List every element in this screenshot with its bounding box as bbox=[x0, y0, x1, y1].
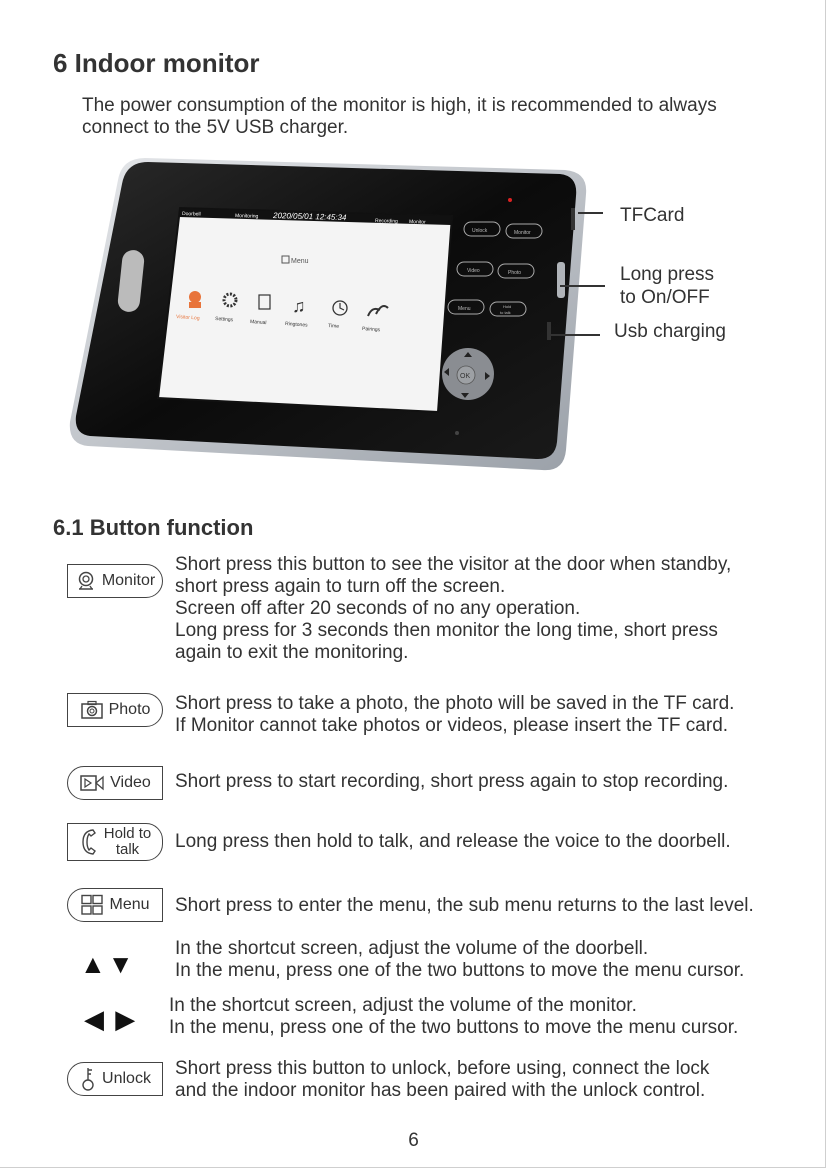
video-icon bbox=[79, 774, 105, 792]
device-video-label: Video bbox=[467, 268, 480, 274]
photo-description bbox=[175, 693, 805, 737]
left-right-description bbox=[169, 995, 799, 1039]
menu-grid-icon bbox=[80, 894, 104, 916]
usb-callout: Usb charging bbox=[614, 321, 726, 342]
dpad-ok-label: OK bbox=[460, 373, 471, 380]
indoor-monitor-illustration bbox=[60, 150, 600, 480]
monitor-icon bbox=[75, 570, 97, 592]
up-down-desc-line-1: In the shortcut screen, adjust the volume of the doorbell. bbox=[175, 938, 649, 959]
phone-handset-icon bbox=[79, 827, 99, 857]
video-desc-line-1: Short press to start recording, short press again to stop recording. bbox=[175, 771, 729, 792]
device-hold-label: Hold bbox=[503, 304, 512, 309]
tfcard-leader bbox=[578, 212, 603, 214]
unlock-description bbox=[175, 1058, 805, 1102]
monitor-desc-line-2: short press again to turn off the screen. bbox=[175, 576, 506, 597]
device-monitor-label: Monitor bbox=[514, 230, 531, 236]
video-description bbox=[175, 771, 805, 793]
photo-button-label: Photo bbox=[108, 701, 151, 718]
monitor-desc-line-1: Short press this button to see the visitor at the door when standby, bbox=[175, 554, 732, 575]
key-icon bbox=[79, 1066, 97, 1092]
tfcard-callout: TFCard bbox=[620, 205, 685, 226]
monitor-button-label: Monitor bbox=[101, 572, 156, 589]
status-datetime: 2020/05/01 12:45:34 bbox=[272, 211, 347, 223]
up-down-desc-line-2: In the menu, press one of the two buttons to move the menu cursor. bbox=[175, 960, 745, 981]
hold-to-talk-label-line-1: Hold to bbox=[103, 825, 152, 842]
device-to-talk-label: to talk bbox=[500, 310, 511, 315]
intro-line-1: The power consumption of the monitor is high, it is recommended to always bbox=[82, 95, 717, 116]
monitor-description bbox=[175, 554, 805, 664]
menu-button-graphic bbox=[67, 888, 163, 922]
device-menu-label: Menu bbox=[458, 306, 471, 312]
button-function-title: 6.1 Button function bbox=[53, 515, 254, 540]
menu-item-settings: Settings bbox=[214, 316, 234, 324]
menu-item-ringtones: Ringtones bbox=[284, 321, 308, 329]
hold-to-talk-label-line-2: talk bbox=[115, 841, 140, 858]
left-right-desc-line-1: In the shortcut screen, adjust the volume of the monitor. bbox=[169, 995, 637, 1016]
hold-to-talk-button-graphic bbox=[67, 823, 163, 861]
menu-item-time: Time bbox=[327, 323, 340, 330]
photo-button-graphic bbox=[67, 693, 163, 727]
monitor-button-graphic bbox=[67, 564, 163, 598]
section-title: 6 Indoor monitor bbox=[53, 48, 260, 78]
monitor-desc-line-3: Screen off after 20 seconds of no any operation. bbox=[175, 598, 581, 619]
monitor-desc-line-4: Long press for 3 seconds then monitor the long time, short press bbox=[175, 620, 718, 641]
photo-desc-line-2: If Monitor cannot take photos or videos, please insert the TF card. bbox=[175, 715, 729, 736]
hold-to-talk-description bbox=[175, 831, 805, 853]
status-doorbell: Doorbell bbox=[181, 211, 201, 218]
menu-item-visitor-log: Visitor Log bbox=[175, 314, 200, 322]
monitor-desc-line-5: again to exit the monitoring. bbox=[175, 642, 409, 663]
unlock-button-graphic bbox=[67, 1062, 163, 1096]
menu-description bbox=[175, 895, 805, 917]
ringtones-icon: ♫ bbox=[292, 296, 306, 316]
power-callout-line-1: Long press bbox=[620, 264, 715, 285]
page-number: 6 bbox=[408, 1130, 419, 1151]
intro-text bbox=[82, 95, 782, 139]
photo-desc-line-1: Short press to take a photo, the photo will be saved in the TF card. bbox=[175, 693, 735, 714]
status-recording: Recording bbox=[374, 218, 398, 225]
menu-item-manual: Manual bbox=[249, 319, 267, 327]
camera-icon bbox=[80, 700, 104, 720]
visitor-log-icon bbox=[189, 291, 201, 303]
left-right-arrows-icon: ◀ ▶ bbox=[84, 1004, 138, 1034]
power-leader bbox=[560, 285, 605, 287]
left-right-desc-line-2: In the menu, press one of the two buttons to move the menu cursor. bbox=[169, 1017, 739, 1038]
device-unlock-label: Unlock bbox=[472, 228, 488, 234]
usb-leader bbox=[548, 334, 600, 336]
power-callout bbox=[620, 263, 714, 309]
status-monitor: Monitor bbox=[408, 219, 426, 226]
unlock-button-label: Unlock bbox=[102, 1070, 151, 1087]
up-down-description bbox=[175, 938, 805, 982]
unlock-desc-line-1: Short press this button to unlock, before using, connect the lock bbox=[175, 1058, 710, 1079]
device-photo-label: Photo bbox=[508, 270, 522, 276]
menu-button-label: Menu bbox=[109, 896, 150, 913]
up-down-arrows-icon: ▲▼ bbox=[80, 949, 136, 979]
hold-to-talk-desc-line-1: Long press then hold to talk, and release the voice to the doorbell. bbox=[175, 831, 731, 852]
intro-line-2: connect to the 5V USB charger. bbox=[82, 117, 349, 138]
power-callout-line-2: to On/OFF bbox=[620, 287, 710, 308]
menu-item-pairings: Pairings bbox=[361, 326, 381, 334]
video-button-graphic bbox=[67, 766, 163, 800]
unlock-desc-line-2: and the indoor monitor has been paired with the unlock control. bbox=[175, 1080, 706, 1101]
menu-desc-line-1: Short press to enter the menu, the sub menu returns to the last level. bbox=[175, 895, 754, 916]
video-button-label: Video bbox=[110, 774, 151, 791]
hold-to-talk-label bbox=[104, 826, 152, 858]
status-monitoring: Monitoring bbox=[234, 213, 259, 220]
screen-menu-title: Menu bbox=[291, 258, 309, 265]
